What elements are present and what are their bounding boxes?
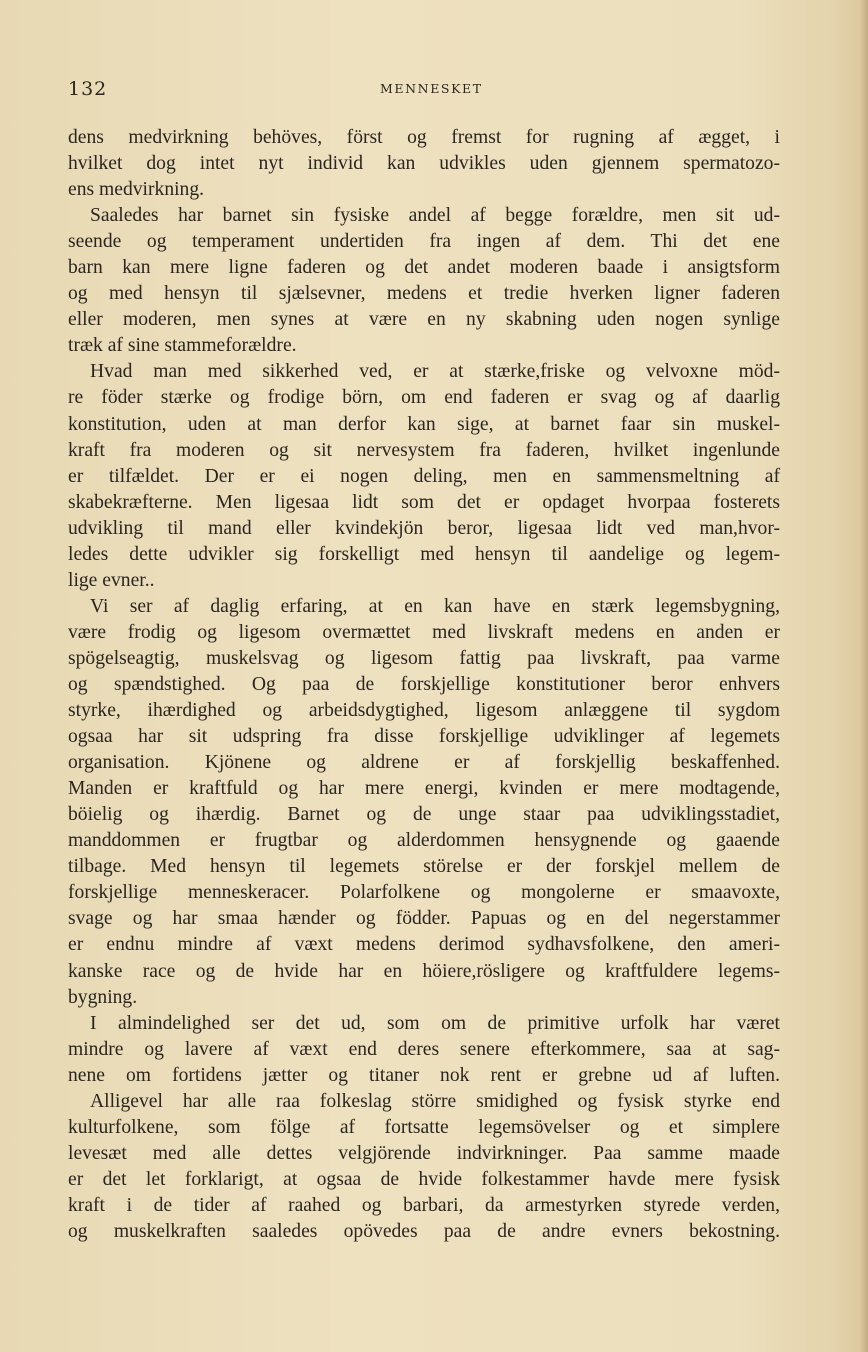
text-line: ledes dette udvikler sig forskelligt med hensyn til aandelige og legem- xyxy=(68,543,780,565)
text-line: styrke, ihærdighed og arbeidsdygtighed, ligesom anlæggene til sygdom xyxy=(68,700,780,722)
text-line: Vi ser af daglig erfaring, at en kan have en stærk legemsbygning, xyxy=(90,595,780,617)
text-line: træk af sine stammeforældre. xyxy=(68,335,297,357)
text-line: og spændstighed. Og paa de forskjellige konstitutioner beror enhvers xyxy=(68,673,780,695)
page-edge-shadow xyxy=(860,0,868,1352)
text-line: ogsaa har sit udspring fra disse forskjellige udviklinger af legemets xyxy=(68,726,780,748)
text-line: tilbage. Med hensyn til legemets störelse er der forskjel mellem de xyxy=(68,856,780,878)
text-line: konstitution, uden at man derfor kan sige, at barnet faar sin muskel- xyxy=(68,413,780,435)
paragraph xyxy=(68,359,780,593)
text-line: kraft fra moderen og sit nervesystem fra faderen, hvilket ingenlunde xyxy=(68,439,780,461)
text-line: kulturfolkene, som fölge af fortsatte legemsövelser og et simplere xyxy=(68,1116,780,1138)
paragraph xyxy=(68,203,780,359)
text-line: levesæt med alle dettes velgjörende indvirkninger. Paa samme maade xyxy=(68,1142,780,1164)
text-line: er tilfældet. Der er ei nogen deling, men en sammensmeltning af xyxy=(68,465,780,487)
running-title: MENNESKET xyxy=(380,81,483,96)
text-line: kraft i de tider af raahed og barbari, da armestyrken styrede verden, xyxy=(68,1194,780,1216)
text-line: mindre og lavere af væxt end deres senere efterkommere, saa at sag- xyxy=(68,1038,780,1060)
paragraph xyxy=(68,594,780,1011)
text-line: være frodig og ligesom overmættet med livskraft medens en anden er xyxy=(68,621,780,643)
text-line: er det let forklarigt, at ogsaa de hvide folkestammer havde mere fysisk xyxy=(68,1168,780,1190)
text-line: og med hensyn til sjælsevner, medens et tredie hverken ligner faderen xyxy=(68,283,780,305)
text-line: spögelseagtig, muskelsvag og ligesom fattig paa livskraft, paa varme xyxy=(68,647,780,669)
text-line: udvikling til mand eller kvindekjön beror, ligesaa lidt ved man,hvor- xyxy=(68,517,780,539)
text-line: skabekræfterne. Men ligesaa lidt som det er opdaget hvorpaa fosterets xyxy=(68,491,780,513)
text-line: og muskelkraften saaledes opövedes paa de andre evners bekostning. xyxy=(68,1220,780,1242)
paragraph xyxy=(68,1089,780,1245)
text-line: er endnu mindre af væxt medens derimod sydhavsfolkene, den ameri- xyxy=(68,934,780,956)
text-line: organisation. Kjönene og aldrene er af forskjellig beskaffenhed. xyxy=(68,752,780,774)
text-line: ens medvirkning. xyxy=(68,179,205,201)
text-line: Alligevel har alle raa folkeslag större smidighed og fysisk styrke end xyxy=(90,1090,780,1112)
text-line: eller moderen, men synes at være en ny skabning uden nogen synlige xyxy=(68,309,780,331)
page-number: 132 xyxy=(68,78,108,100)
text-line: hvilket dog intet nyt individ kan udvikles uden gjennem spermatozo- xyxy=(68,153,780,175)
text-line: re föder stærke og frodige börn, om end faderen er svag og af daarlig xyxy=(68,387,780,409)
text-line: manddommen er frugtbar og alderdommen hensygnende og gaaende xyxy=(68,830,780,852)
body-text xyxy=(68,125,780,1245)
text-line: Manden er kraftfuld og har mere energi, kvinden er mere modtagende, xyxy=(68,778,780,800)
text-line: dens medvirkning behöves, först og fremst for rugning af ægget, i xyxy=(68,127,780,148)
text-line: svage og har smaa hænder og födder. Papuas og en del negerstammer xyxy=(68,908,780,930)
page-header xyxy=(68,78,788,102)
text-line: böielig og ihærdig. Barnet og de unge staar paa udviklingsstadiet, xyxy=(68,804,780,826)
text-line: seende og temperament undertiden fra ingen af dem. Thi det ene xyxy=(68,231,780,253)
text-line: Saaledes har barnet sin fysiske andel af begge forældre, men sit ud- xyxy=(90,205,780,227)
text-line: bygning. xyxy=(68,986,138,1008)
text-line: lige evner.. xyxy=(68,569,155,591)
paragraph xyxy=(68,125,780,203)
paragraph xyxy=(68,1011,780,1089)
text-line: forskjellige menneskeracer. Polarfolkene og mongolerne er smaavoxte, xyxy=(68,882,780,904)
text-line: barn kan mere ligne faderen og det andet moderen baade i ansigtsform xyxy=(68,257,780,279)
text-line: Hvad man med sikkerhed ved, er at stærke,friske og velvoxne möd- xyxy=(90,361,780,383)
text-line: I almindelighed ser det ud, som om de primitive urfolk har været xyxy=(90,1012,780,1034)
text-line: kanske race og de hvide har en höiere,rösligere og kraftfuldere legems- xyxy=(68,960,780,982)
text-line: nene om fortidens jætter og titaner nok rent er grebne ud af luften. xyxy=(68,1064,780,1086)
